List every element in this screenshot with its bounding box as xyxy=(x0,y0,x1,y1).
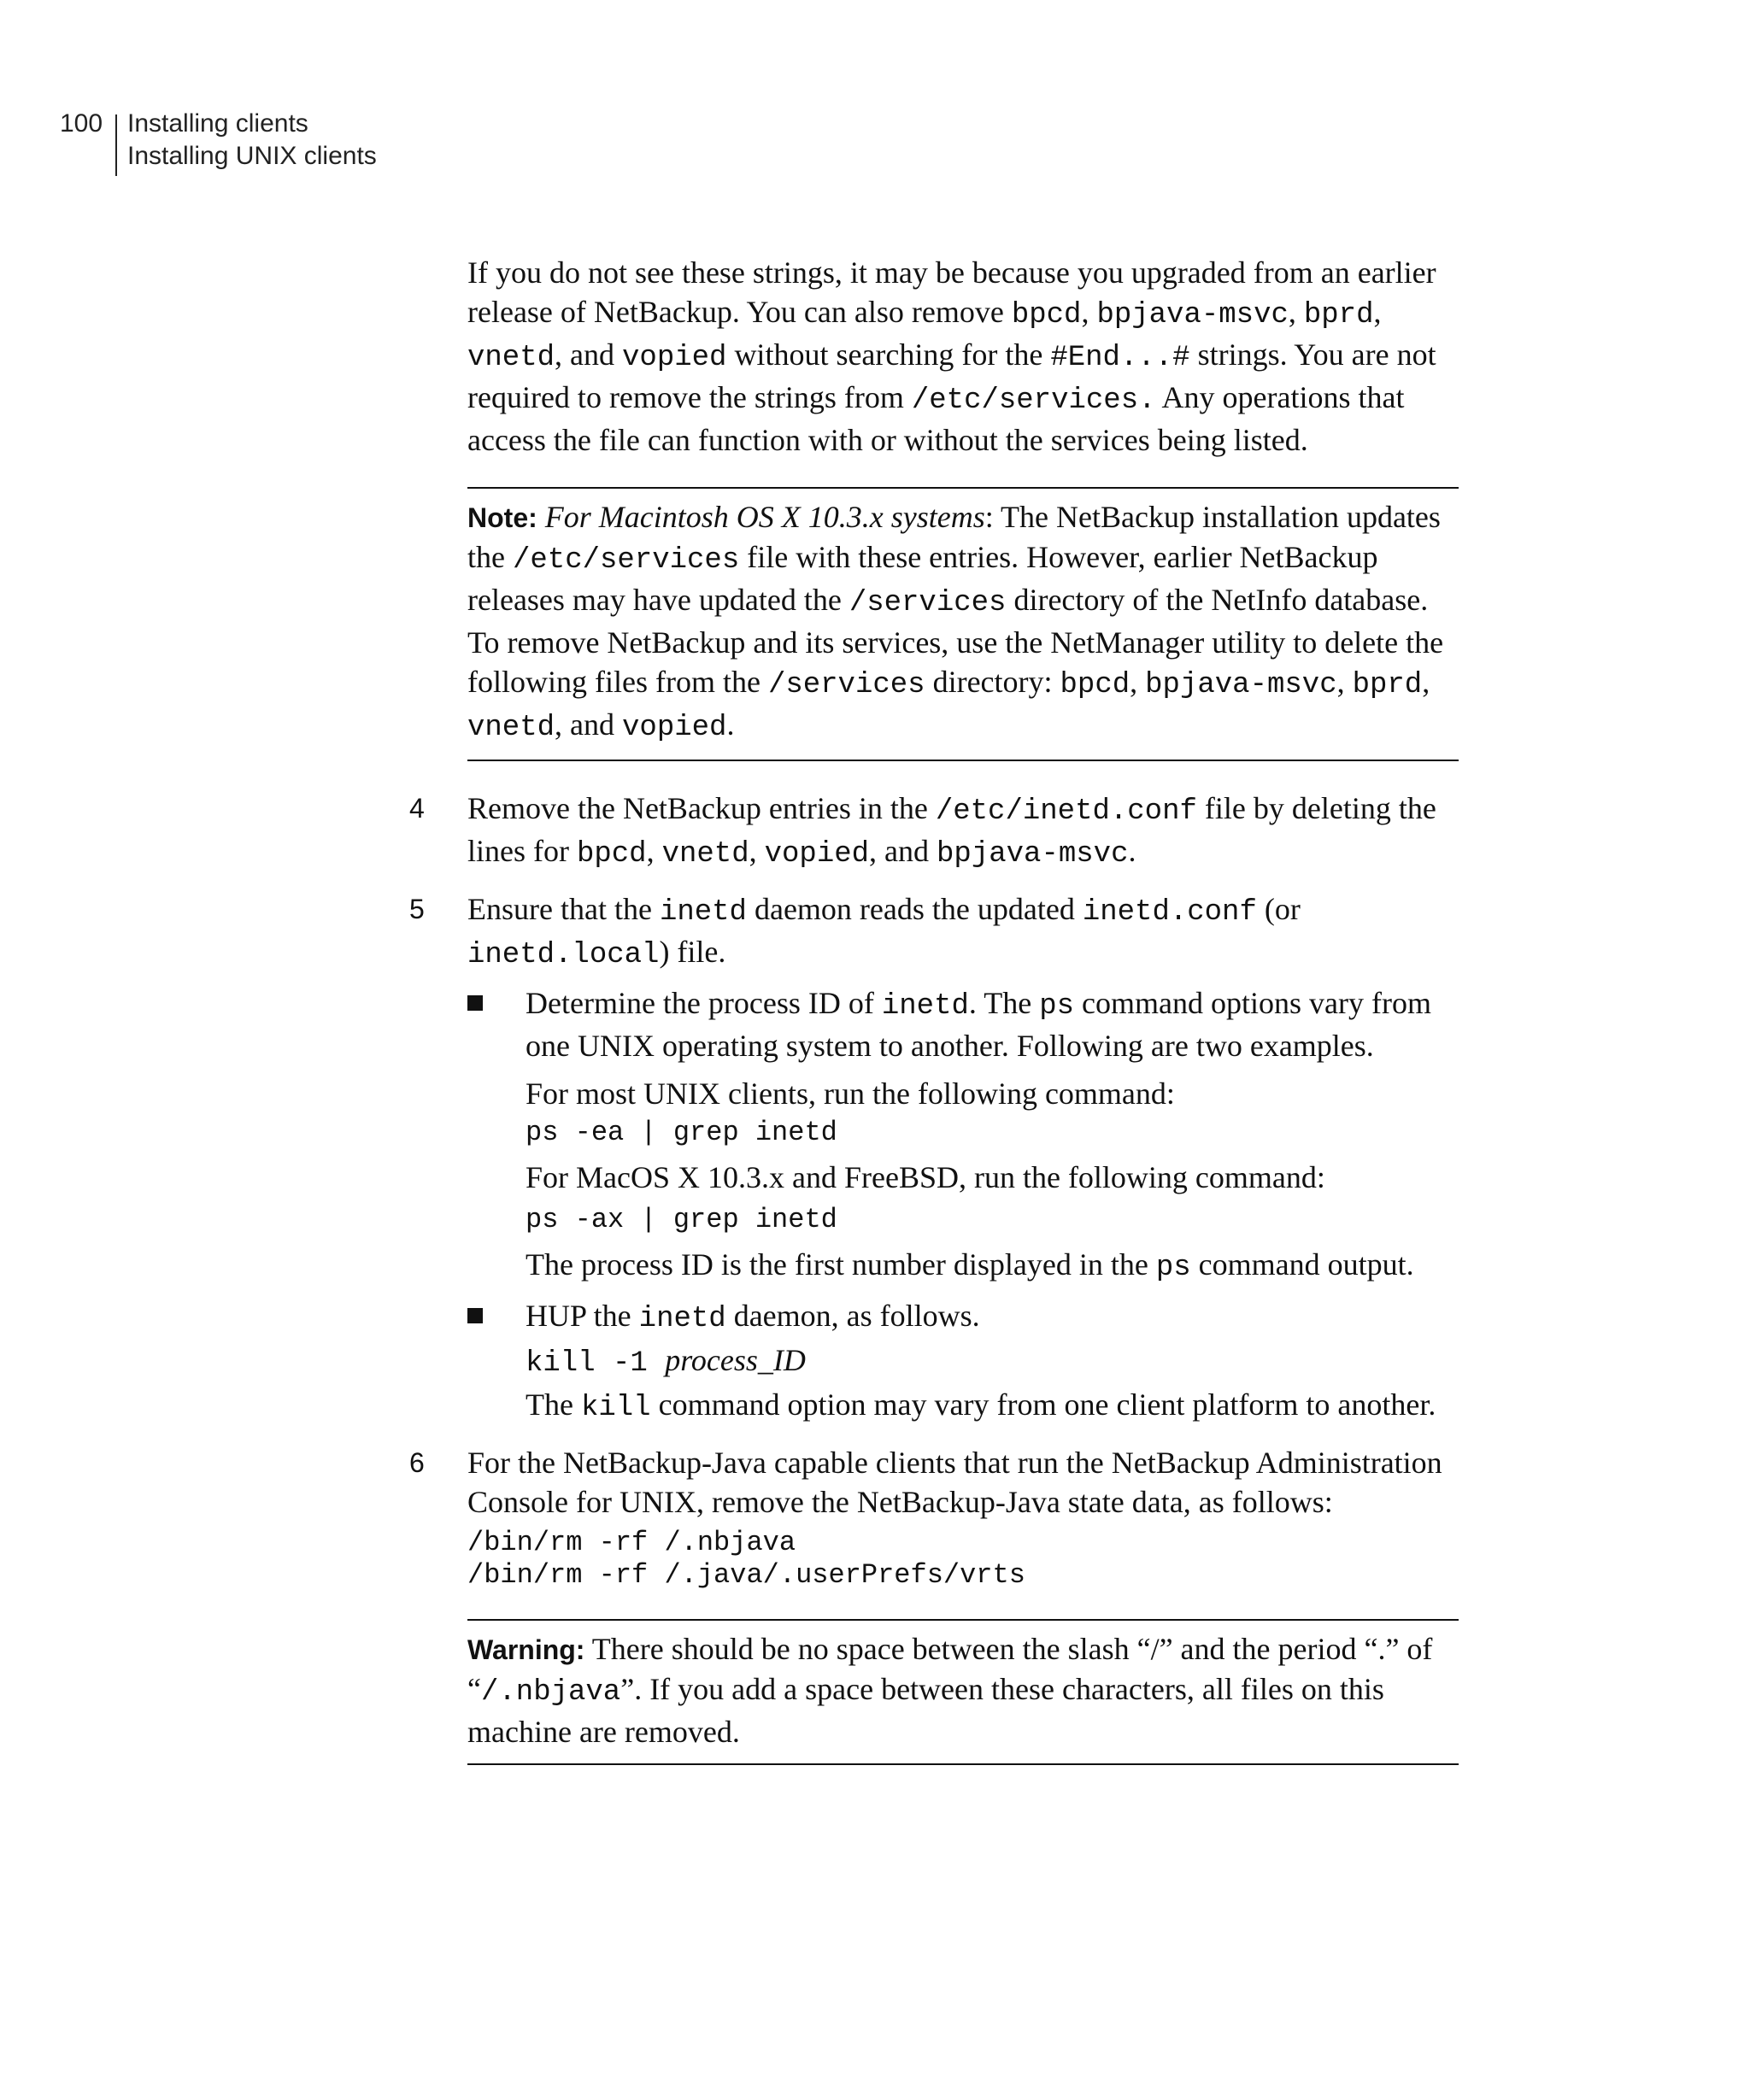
text-run: Remove the NetBackup entries in the xyxy=(467,791,936,825)
code-inline: vnetd xyxy=(467,342,555,374)
bullet-text xyxy=(526,983,1459,1065)
section-title: Installing UNIX clients xyxy=(127,142,377,170)
code-inline: bpcd xyxy=(576,838,647,871)
code-inline: bprd xyxy=(1352,669,1423,701)
text-run: Determine the process ID of xyxy=(526,986,882,1020)
text-run: ”. If you add a space between these characters, all files on this machine are removed. xyxy=(467,1672,1384,1749)
text-run: If you do not see these strings, it may be because you upgraded from an earlier release of NetBackup. You can also remove xyxy=(467,255,1436,329)
code-inline: inetd xyxy=(638,1303,726,1335)
page-number: 100 xyxy=(60,109,103,138)
code-inline: bpjava-msvc xyxy=(937,838,1129,871)
text-run: file with these entries. However, earlier NetBackup releases may have updated the xyxy=(467,540,1378,617)
code-inline: /etc/services xyxy=(512,544,740,577)
text-run: , xyxy=(1130,665,1146,699)
note-label: Note: xyxy=(467,502,537,533)
chapter-title: Installing clients xyxy=(127,109,308,138)
code-inline: /services xyxy=(767,669,925,701)
text-run: command output. xyxy=(1190,1247,1414,1282)
code-inline: inetd.conf xyxy=(1082,896,1257,929)
pid-explanation xyxy=(526,1245,1459,1288)
warning-text xyxy=(467,1629,1459,1751)
code-inline: inetd.local xyxy=(467,939,660,971)
intro-paragraph xyxy=(467,253,1459,460)
text-run: ) file. xyxy=(659,935,726,969)
text-run: without searching for the xyxy=(726,337,1051,372)
text-run: Ensure that the xyxy=(467,892,660,926)
text-run: directory of the NetInfo database. To remove NetBackup and its services, use the NetManager utility to delete the following files from the xyxy=(467,583,1444,699)
code-command: ps -ax | grep inetd xyxy=(526,1204,837,1235)
command-argument: process_ID xyxy=(665,1343,806,1377)
code-inline: #End...# xyxy=(1050,342,1190,374)
most-unix-text: For most UNIX clients, run the following command: xyxy=(526,1076,1175,1111)
step-number: 4 xyxy=(409,793,425,824)
text-run: Any operations that access the file can function with or without the services being listed. xyxy=(467,380,1405,457)
note-emphasis: For Macintosh OS X 10.3.x systems xyxy=(544,500,985,534)
text-run: command options vary from one UNIX operating system to another. Following are two examples. xyxy=(526,986,1431,1063)
code-inline: /.nbjava xyxy=(480,1676,621,1709)
note-callout xyxy=(467,487,1459,761)
code-command: ps -ea | grep inetd xyxy=(526,1117,837,1148)
step-number: 6 xyxy=(409,1447,425,1478)
step-4-text xyxy=(467,789,1459,874)
text-run: . xyxy=(726,707,735,742)
code-inline: inetd xyxy=(659,896,747,929)
text-run: , and xyxy=(869,834,937,868)
text-run: , and xyxy=(555,337,623,372)
text-run: , and xyxy=(555,707,623,742)
code-inline: vnetd xyxy=(661,838,749,871)
text-run: , xyxy=(1081,295,1097,329)
code-inline: bpjava-msvc xyxy=(1145,669,1337,701)
note-text xyxy=(467,497,1459,748)
text-run: . The xyxy=(968,986,1040,1020)
step-number: 5 xyxy=(409,894,425,924)
step-6-text: For the NetBackup-Java capable clients that run the NetBackup Administration Console for UNIX, remove the NetBackup-Java state data, as follows: xyxy=(467,1446,1442,1519)
code-inline: ps xyxy=(1039,990,1075,1023)
code-inline: inetd xyxy=(881,990,969,1023)
text-run: daemon, as follows. xyxy=(725,1299,980,1333)
bullet-square-icon xyxy=(467,1308,483,1323)
text-run: , xyxy=(1373,295,1382,329)
code-inline: bpcd xyxy=(1060,669,1130,701)
text-run: , xyxy=(1288,295,1304,329)
code-inline: vopied xyxy=(764,838,870,871)
step-5 xyxy=(409,889,1459,1428)
step-4 xyxy=(409,789,1459,874)
code-command: /bin/rm -rf /.java/.userPrefs/vrts xyxy=(467,1559,1025,1591)
kill-command xyxy=(526,1340,1459,1383)
text-run: The process ID is the first number displayed in the xyxy=(526,1247,1156,1282)
bullet-determine-pid xyxy=(467,983,1459,1288)
page-body xyxy=(409,253,1459,1765)
bullet-hup-inetd xyxy=(467,1296,1459,1428)
text-run: daemon reads the updated xyxy=(746,892,1083,926)
text-run: : The NetBackup installation updates the xyxy=(467,500,1441,574)
text-run: The xyxy=(526,1387,581,1422)
code-inline: /services xyxy=(849,587,1007,619)
text-run: , xyxy=(646,834,662,868)
text-run: HUP the xyxy=(526,1299,639,1333)
warning-label: Warning: xyxy=(467,1634,585,1665)
code-inline: vnetd xyxy=(467,712,555,744)
code-inline: vopied xyxy=(622,342,727,374)
code-inline: bprd xyxy=(1303,299,1374,331)
bullet-text xyxy=(526,1296,1459,1339)
code-inline: /etc/services. xyxy=(911,384,1156,417)
code-command: /bin/rm -rf /.nbjava xyxy=(467,1527,796,1558)
text-run: There should be no space between the slash “/” and the period “.” of “ xyxy=(467,1632,1433,1706)
code-inline: /etc/inetd.conf xyxy=(935,795,1197,828)
text-run: directory: xyxy=(925,665,1060,699)
text-run: , xyxy=(1336,665,1353,699)
step-6 xyxy=(409,1443,1459,1592)
code-inline: kill -1 xyxy=(526,1347,666,1380)
code-inline: ps xyxy=(1155,1252,1191,1284)
text-run: , xyxy=(1422,665,1430,699)
warning-callout xyxy=(467,1619,1459,1765)
text-run: strings. You are not required to remove the strings from xyxy=(467,337,1436,414)
step-5-text xyxy=(467,889,1459,975)
code-inline: bpcd xyxy=(1011,299,1082,331)
code-inline: bpjava-msvc xyxy=(1096,299,1289,331)
text-run: (or xyxy=(1256,892,1301,926)
macos-text: For MacOS X 10.3.x and FreeBSD, run the following command: xyxy=(526,1160,1325,1194)
header-divider xyxy=(115,114,117,176)
kill-explanation xyxy=(526,1385,1459,1428)
text-run: file by deleting the lines for xyxy=(467,791,1436,868)
bullet-square-icon xyxy=(467,995,483,1011)
text-run: . xyxy=(1128,834,1136,868)
code-inline: kill xyxy=(580,1392,651,1424)
code-inline: vopied xyxy=(622,712,727,744)
text-run: command option may vary from one client platform to another. xyxy=(650,1387,1436,1422)
text-run: , xyxy=(749,834,765,868)
